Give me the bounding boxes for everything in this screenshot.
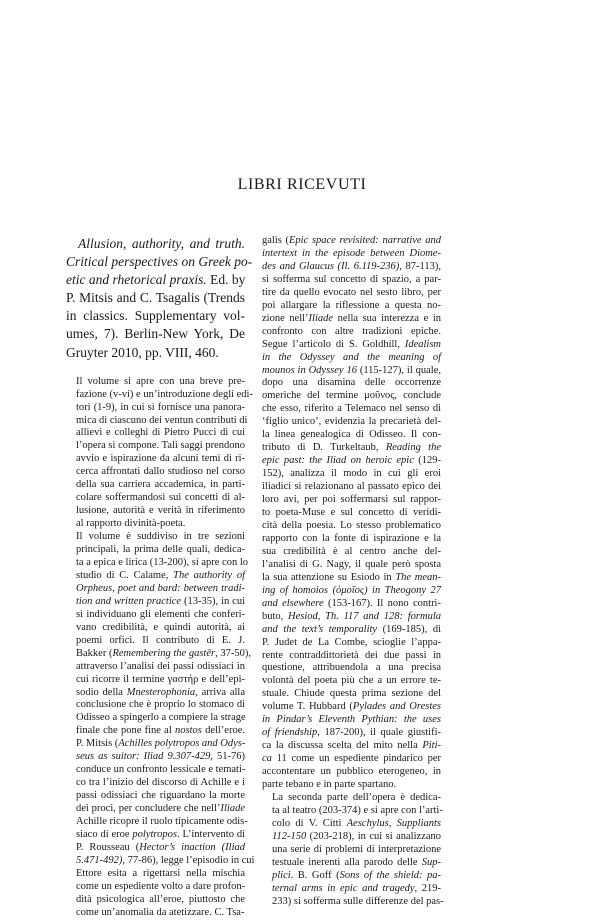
text-line: testuale inerenti alla parodo delle Sup- bbox=[272, 856, 441, 868]
text-line: questione, attribuendola a una precisa bbox=[262, 662, 441, 674]
text-line: 112-150 (203-218), in cui si analizzano bbox=[272, 830, 441, 842]
text-line: intertext in the episode between Diome- bbox=[262, 247, 441, 259]
reference-line: Gruyter 2010, pp. VIII, 460. bbox=[66, 344, 219, 360]
text-line: mounos in Odyssey 16 (115-127), il quale, bbox=[262, 364, 441, 376]
text-line: des and Glaucus (Il. 6.119-236), 87-113), bbox=[262, 260, 441, 272]
text-line: ing of homoios (ὁμοῖος) in Theogony 27 bbox=[262, 584, 441, 596]
text-line: lusione, autorità e verità in riferimento bbox=[76, 505, 245, 517]
text-line: come un espediente volto a dare profon- bbox=[76, 880, 246, 892]
left-column bbox=[66, 235, 255, 918]
text-line: Il volume è suddiviso in tre sezioni bbox=[76, 531, 245, 543]
text-line: poi allargare la riflessione a questa no- bbox=[262, 299, 441, 311]
text-line: sodio della Mnesterophonia, arriva alla bbox=[76, 686, 245, 698]
text-line: volume T. Hubbard (Pylades and Orestes bbox=[262, 701, 441, 713]
text-line: studio di C. Calame, The authority of bbox=[76, 569, 245, 581]
text-line: 5.471-492), 77-86), legge l’episodio in cui bbox=[76, 854, 255, 866]
text-line: seus as suitor: Iliad 9.307-429, 51-76) bbox=[76, 751, 245, 763]
text-line: accontentare un pubblico eterogeneo, in bbox=[262, 766, 441, 778]
text-line: tributo di D. Turkeltaub, Reading the bbox=[262, 442, 441, 454]
text-line: ternal arms in epic and tragedy, 219- bbox=[272, 882, 441, 894]
text-line: l’opera si compone. Tali saggi prendono bbox=[76, 440, 245, 452]
text-line: tion and written practice (13-35), in cui bbox=[76, 595, 245, 607]
text-line: l’analisi di G. Nagy, il quale però sposta bbox=[262, 558, 441, 570]
text-line: P. Judet de La Combe, scioglie l’appa- bbox=[262, 636, 441, 648]
text-line: ta al teatro (203-374) e si apre con l’arti- bbox=[272, 804, 443, 816]
text-line: and elsewhere (153-167). Il nono contri- bbox=[262, 597, 441, 609]
paragraph-continued bbox=[262, 235, 441, 792]
text-line: Segue l’articolo di S. Goldhill, Idealism bbox=[262, 338, 441, 350]
text-line: che esso, riferito a Telemaco nel senso di bbox=[262, 403, 441, 415]
text-line: finale che pone fine al nostos dell’eroe. bbox=[76, 725, 245, 737]
text-line: Orpheus, poet and bard: between tradi- bbox=[76, 582, 245, 594]
reference-line: umes, 7). Berlin-New York, De bbox=[66, 326, 245, 342]
text-line: Bakker (Remembering the gastēr, 37-50), bbox=[76, 647, 251, 659]
text-line: Odisseo a spingerlo a compiere la strage bbox=[76, 712, 246, 724]
text-line: to poeta-Muse e sul concetto di veridi- bbox=[262, 507, 441, 519]
text-line: colare soffermandosi sui concetti di al- bbox=[76, 492, 245, 504]
reference-line: Critical perspectives on Greek po- bbox=[66, 254, 253, 270]
text-line: P. Mitsis (Achilles polytropos and Odys- bbox=[76, 738, 246, 750]
text-line: mica di ciascuno dei ventun contributi di bbox=[76, 414, 248, 426]
text-line: poemi orfici. Il contributo di E. J. bbox=[76, 634, 245, 646]
text-line: come un’anomalia da atetizzare. C. Tsa- bbox=[76, 906, 245, 918]
text-line: dità psicologica all’eroe, piuttosto che bbox=[76, 893, 245, 905]
text-line: confronto con altre tradizioni epiche. bbox=[262, 325, 441, 337]
text-line: colo di V. Citti Aeschylus, Suppliants bbox=[272, 817, 441, 829]
section-title: LIBRI RICEVUTI bbox=[237, 176, 367, 193]
text-line: and the text’s temporality (169-185), di bbox=[262, 623, 441, 635]
text-line: iliadici si relazionano al passato epico dei bbox=[262, 481, 441, 493]
text-line: of friendship, 187-200), il quale giustifi- bbox=[262, 727, 441, 739]
text-line: dei proci, per concludere che nell’Iliade bbox=[76, 803, 245, 815]
text-line: Achille ricopre il ruolo tipicamente odis- bbox=[76, 816, 248, 828]
text-line: buto, Hesiod, Th. 117 and 128: formula bbox=[262, 610, 441, 622]
text-line: principali, la prima delle quali, dedica- bbox=[76, 544, 245, 556]
text-line: rapporto con la fonte di ispirazione e la bbox=[262, 532, 441, 544]
text-line: cui ricorre il termine γαστήρ e dell’epi- bbox=[76, 673, 245, 685]
text-line: una serie di problemi di interpretazione bbox=[272, 843, 441, 855]
text-line: ca 11 come un espediente pindarico per bbox=[262, 753, 441, 765]
text-line: in Pindar’s Eleventh Pythian: the uses bbox=[262, 714, 441, 726]
text-line: la linea genealogica di Odisseo. Il con- bbox=[262, 429, 441, 441]
text-line: La seconda parte dell’opera è dedica- bbox=[272, 791, 441, 803]
text-line: passi odissiaci che riguardano la morte bbox=[76, 790, 245, 802]
text-line: ‘figlio unico’, evidenzia la precarietà del- bbox=[262, 416, 441, 428]
text-line: sua credibilità è al centro anche del- bbox=[262, 545, 441, 557]
text-line: la sua attenzione su Esiodo in The mean- bbox=[262, 571, 441, 583]
reference-line: P. Mitsis and C. Tsagalis (Trends bbox=[66, 290, 245, 306]
book-reference bbox=[66, 235, 253, 362]
text-line: dopo una disamina delle occorrenze bbox=[262, 377, 441, 389]
text-line: omeriche del termine μοῦνος, conclude bbox=[262, 390, 441, 402]
text-line: volontà del poeta più che a un errore te- bbox=[262, 675, 441, 687]
text-line: al rapporto divinità-poeta. bbox=[76, 518, 186, 530]
right-column bbox=[262, 235, 444, 907]
text-line: avvio e ispirazione da alcuni temi di ri- bbox=[76, 453, 245, 465]
text-line: P. Rousseau (Hector’s inaction (Iliad bbox=[76, 841, 245, 853]
text-line: vano credibilità, e quindi autorità, ai bbox=[76, 621, 245, 633]
text-line: si individuano gli elementi che conferi- bbox=[76, 608, 245, 620]
paragraph-epic-lyric bbox=[66, 531, 255, 920]
text-line: tori (1-9), in cui si fornisce una panora- bbox=[76, 401, 245, 413]
text-line: cerca affrontati dallo studioso nel corso bbox=[76, 466, 245, 478]
reference-line: in classics. Supplementary vol- bbox=[66, 308, 245, 324]
text-line: parte tebano e in parte spartano. bbox=[262, 779, 397, 791]
text-line: Il volume si apre con una breve pre- bbox=[76, 375, 245, 387]
paragraph-intro bbox=[66, 375, 253, 531]
text-line: 233) si sofferma sulle differenze del pas- bbox=[272, 895, 444, 907]
text-line: plici. B. Goff (Sons of the shield: pa- bbox=[272, 869, 442, 881]
text-line: zione nell’Iliade nella sua interezza e in bbox=[262, 312, 441, 324]
text-line: rente contraddittorietà dei due passi in bbox=[262, 649, 441, 661]
text-line: siaco di eroe polytropos. L’intervento di bbox=[76, 829, 245, 841]
text-line: allievi e colleghi di Pietro Pucci di cui bbox=[76, 427, 245, 439]
text-line: Ettore esita a rigettarsi nella mischia bbox=[76, 867, 245, 879]
reference-line: etic and rhetorical praxis. Ed. by bbox=[66, 272, 246, 288]
text-line: fazione (v-vi) e un’introduzione degli edi- bbox=[76, 388, 253, 400]
text-line: co tra l’inizio del discorso di Achille e i bbox=[76, 777, 245, 789]
text-line: in the Odyssey and the meaning of bbox=[262, 351, 441, 363]
text-line: 152), analizza il modo in cui gli eroi bbox=[262, 468, 441, 480]
paragraph-theatre bbox=[262, 791, 444, 909]
text-line: stuale. Chiude questa prima sezione del bbox=[262, 688, 441, 700]
text-line: cità della poesia. Lo stesso problematico bbox=[262, 519, 441, 531]
text-line: epic past: the Iliad on heroic epic (129- bbox=[262, 455, 441, 467]
reference-line: Allusion, authority, and truth. bbox=[78, 236, 245, 251]
text-line: conduce un confronto lessicale e temati- bbox=[76, 764, 246, 776]
text-line: loro avi, per poi soffermarsi sul rappor- bbox=[262, 494, 441, 506]
text-line: conclusione che è proprio lo stomaco di bbox=[76, 699, 245, 711]
text-line: si sofferma sul concetto di spazio, a par- bbox=[262, 273, 441, 285]
text-line: tire da quello evocato nel sesto libro, per bbox=[262, 286, 441, 298]
text-line: attraverso l’analisi dei passi odissiaci in bbox=[76, 660, 245, 672]
text-line: galis (Epic space revisited: narrative and bbox=[262, 235, 441, 246]
text-line: della sua carriera accademica, in parti- bbox=[76, 479, 245, 491]
text-line: ta a epica e lirica (13-200), si apre con lo bbox=[76, 557, 249, 568]
text-line: ca la discussa scelta del mito nella Piti- bbox=[262, 740, 441, 752]
